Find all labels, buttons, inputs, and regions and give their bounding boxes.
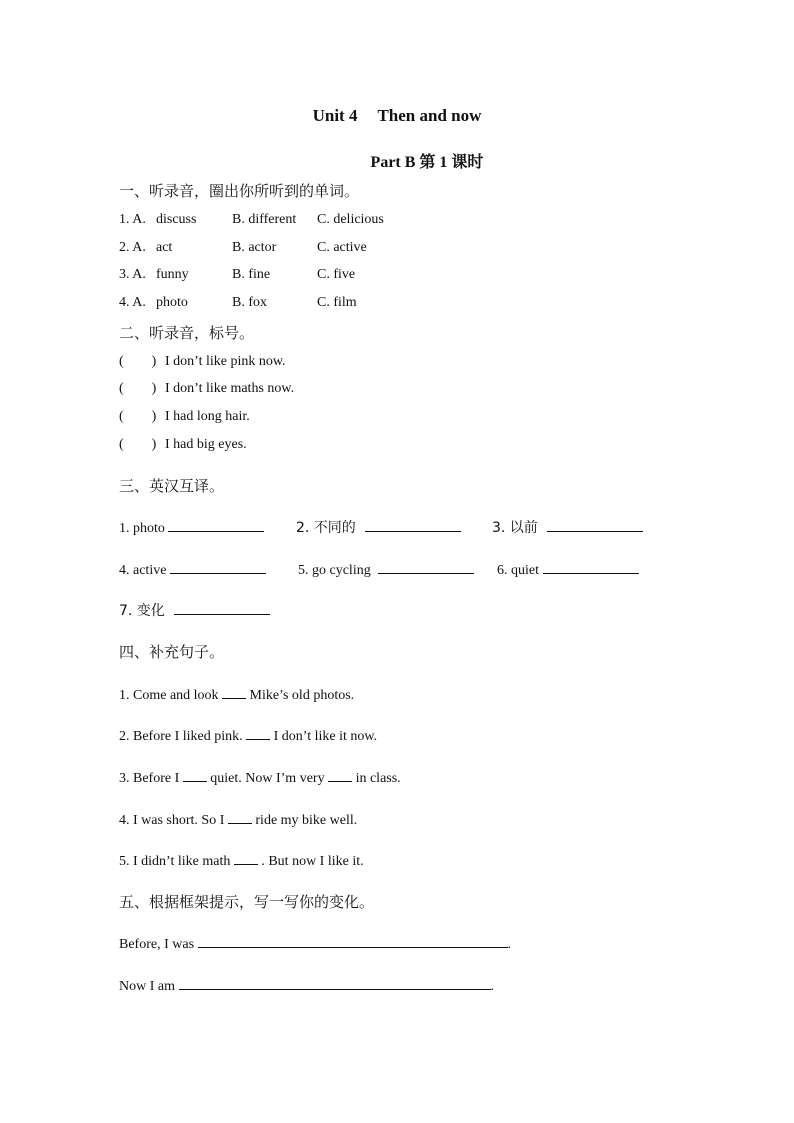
answer-paren[interactable]: ( )	[119, 354, 157, 369]
section4-heading: 四、补充句子。	[119, 643, 225, 661]
section2-heading: 二、听录音，标号。	[119, 324, 255, 342]
translate-item: 4. active	[119, 559, 266, 579]
translate-item: 2. 不同的	[296, 517, 461, 537]
option-a[interactable]: photo	[156, 295, 188, 310]
unit-title	[0, 106, 794, 126]
answer-blank[interactable]	[183, 767, 207, 782]
answer-paren[interactable]: ( )	[119, 381, 157, 396]
answer-blank[interactable]	[179, 975, 491, 990]
option-a[interactable]: funny	[156, 267, 189, 282]
unit-number: Unit 4	[312, 106, 358, 125]
answer-blank[interactable]	[543, 559, 639, 574]
answer-paren[interactable]: ( )	[119, 437, 157, 452]
translate-item: 3. 以前	[492, 517, 643, 537]
option-a[interactable]: act	[156, 240, 173, 255]
translate-item: 6. quiet	[497, 559, 639, 579]
answer-blank[interactable]	[246, 725, 270, 740]
answer-blank[interactable]	[378, 559, 474, 574]
option-b[interactable]: B. different	[232, 212, 297, 227]
sentence-item: 3. Before I quiet. Now I’m very in class.	[119, 767, 401, 787]
translate-item: 7. 变化	[119, 600, 270, 620]
answer-blank[interactable]	[174, 600, 270, 615]
answer-blank[interactable]	[547, 517, 643, 532]
answer-blank[interactable]	[228, 809, 252, 824]
section5-heading: 五、根据框架提示，写一写你的变化。	[119, 893, 375, 911]
translate-item: 5. go cycling	[298, 559, 474, 579]
option-a[interactable]: discuss	[156, 212, 197, 227]
section1-heading: 一、听录音，圈出你所听到的单词。	[119, 182, 360, 200]
answer-blank[interactable]	[234, 850, 258, 865]
translate-item: 1. photo	[119, 517, 264, 537]
write-before-line: Before, I was .	[119, 933, 511, 953]
option-c[interactable]: C. five	[317, 267, 356, 282]
answer-blank[interactable]	[168, 517, 264, 532]
option-b[interactable]: B. fine	[232, 267, 271, 282]
answer-paren[interactable]: ( )	[119, 409, 157, 424]
section3-heading: 三、英汉互译。	[119, 477, 225, 495]
sentence-item: 1. Come and look Mike’s old photos.	[119, 684, 354, 704]
option-c[interactable]: C. active	[317, 240, 367, 255]
write-now-line: Now I am .	[119, 975, 494, 995]
sentence-item: 2. Before I liked pink. I don’t like it now.	[119, 725, 377, 745]
answer-blank[interactable]	[365, 517, 461, 532]
part-title: Part B 第 1 课时	[370, 154, 484, 171]
answer-blank[interactable]	[328, 767, 352, 782]
sentence-item: 5. I didn’t like math . But now I like it.	[119, 850, 364, 870]
option-b[interactable]: B. fox	[232, 295, 267, 310]
answer-blank[interactable]	[222, 684, 246, 699]
unit-topic: Then and now	[377, 106, 482, 125]
option-c[interactable]: C. film	[317, 295, 357, 310]
answer-blank[interactable]	[170, 559, 266, 574]
answer-blank[interactable]	[198, 933, 508, 948]
option-c[interactable]: C. delicious	[317, 212, 384, 227]
option-b[interactable]: B. actor	[232, 240, 277, 255]
sentence-item: 4. I was short. So I ride my bike well.	[119, 809, 357, 829]
